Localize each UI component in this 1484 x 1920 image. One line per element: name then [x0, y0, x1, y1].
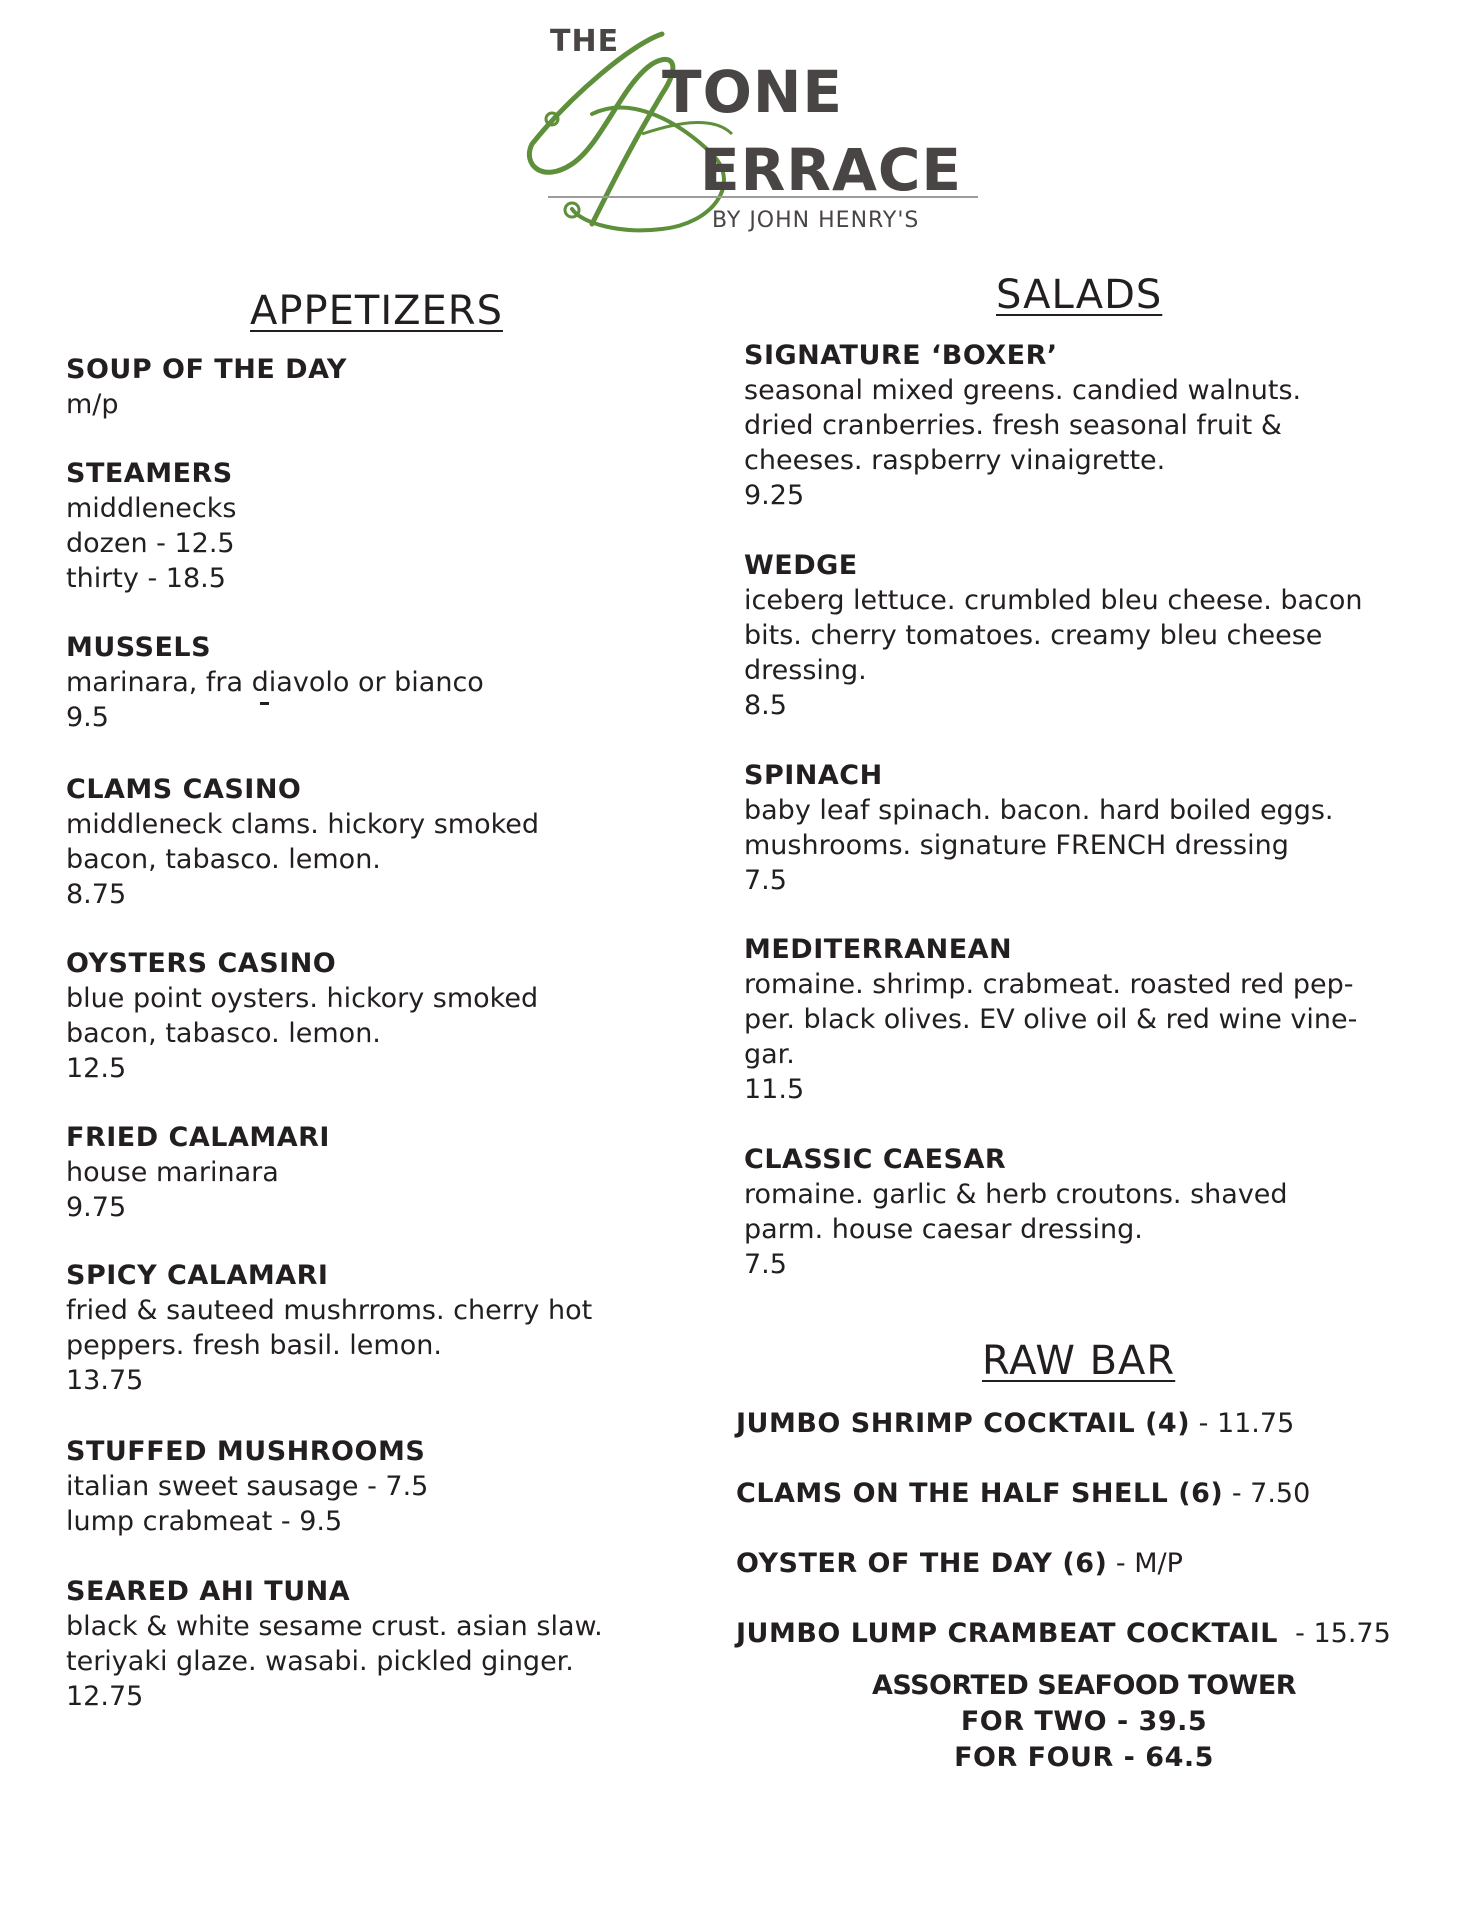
menu-item-detail: dressing. [744, 655, 867, 686]
menu-item-name: CLAMS CASINO [66, 774, 302, 805]
menu-item-detail: bacon, tabasco. lemon. [66, 1018, 381, 1049]
raw-bar-item [736, 1548, 1183, 1579]
menu-item-name: FRIED CALAMARI [66, 1122, 330, 1153]
menu-item [744, 932, 1357, 1107]
menu-item-detail: 9.75 [66, 1192, 127, 1223]
logo-terrace: ERRACE [700, 136, 963, 204]
menu-item-detail: parm. house caesar dressing. [744, 1214, 1143, 1245]
menu-item-detail: 9.25 [744, 480, 805, 511]
menu-item-detail: blue point oysters. hickory smoked [66, 983, 539, 1014]
menu-item-detail: 7.5 [744, 1249, 787, 1280]
menu-item-detail: dried cranberries. fresh seasonal fruit & [744, 410, 1282, 441]
menu-item-detail: lump crabmeat - 9.5 [66, 1506, 343, 1537]
raw-bar-title: RAW BAR [982, 1338, 1176, 1384]
menu-item-name: MUSSELS [66, 632, 212, 663]
menu-item-detail: mushrooms. signature FRENCH dressing [744, 830, 1289, 861]
menu-item-detail: 13.75 [66, 1365, 144, 1396]
menu-item [66, 1434, 428, 1539]
menu-item-detail: 8.75 [66, 879, 127, 910]
menu-item-name: SEARED AHI TUNA [66, 1576, 351, 1607]
raw-bar-item-name: CLAMS ON THE HALF SHELL (6) [736, 1478, 1224, 1509]
raw-bar-item-name: OYSTER OF THE DAY (6) [736, 1548, 1108, 1579]
menu-item [744, 758, 1333, 898]
menu-item-detail: 12.75 [66, 1681, 144, 1712]
menu-item-detail: bacon, tabasco. lemon. [66, 844, 381, 875]
raw-bar-item [736, 1408, 1294, 1439]
raw-bar-item-price: - 15.75 [1277, 1618, 1391, 1649]
restaurant-logo [512, 24, 982, 244]
menu-item-detail: peppers. fresh basil. lemon. [66, 1330, 442, 1361]
menu-item-name: SIGNATURE ‘BOXER’ [744, 340, 1058, 371]
menu-item [744, 338, 1301, 513]
menu-item-detail: dozen - 12.5 [66, 528, 235, 559]
menu-item-detail: iceberg lettuce. crumbled bleu cheese. bacon [744, 585, 1363, 616]
raw-bar-item-price: - 11.75 [1190, 1408, 1295, 1439]
menu-item-detail: seasonal mixed greens. candied walnuts. [744, 375, 1302, 406]
raw-bar-item-name: JUMBO SHRIMP COCKTAIL (4) [736, 1408, 1191, 1439]
menu-item-name: OYSTERS CASINO [66, 948, 337, 979]
menu-item [744, 548, 1363, 723]
menu-item-detail: cheeses. raspberry vinaigrette. [744, 445, 1166, 476]
menu-item-detail: per. black olives. EV olive oil & red wine vine- [744, 1004, 1358, 1035]
raw-bar-item-price: - 7.50 [1223, 1478, 1311, 1509]
seafood-tower [734, 1668, 1434, 1776]
menu-item-detail: 8.5 [744, 690, 787, 721]
menu-item-name: SOUP OF THE DAY [66, 354, 347, 385]
menu-item-detail: m/p [66, 389, 119, 420]
logo-the: THE [550, 24, 620, 59]
menu-item-detail: middleneck clams. hickory smoked [66, 809, 540, 840]
menu-item [66, 456, 236, 596]
raw-bar-item [736, 1478, 1310, 1509]
menu-item [66, 946, 538, 1086]
menu-item-detail: thirty - 18.5 [66, 563, 226, 594]
menu-item-detail: 7.5 [744, 865, 787, 896]
menu-item-name: MEDITERRANEAN [744, 934, 1013, 965]
menu-item-name: STEAMERS [66, 458, 233, 489]
salads-title: SALADS [996, 272, 1163, 318]
seafood-tower-title: ASSORTED SEAFOOD TOWER [871, 1670, 1297, 1701]
menu-item-detail: black & white sesame crust. asian slaw. [66, 1611, 603, 1642]
menu-item [744, 1142, 1288, 1282]
menu-item-name: SPICY CALAMARI [66, 1260, 329, 1291]
raw-bar-item [736, 1618, 1391, 1649]
menu-item-detail: middlenecks [66, 493, 237, 524]
menu-item-detail: romaine. garlic & herb croutons. shaved [744, 1179, 1288, 1210]
menu-item-name: CLASSIC CAESAR [744, 1144, 1007, 1175]
menu-item [66, 1574, 603, 1714]
menu-item [66, 1120, 330, 1225]
appetizers-title: APPETIZERS [250, 288, 503, 334]
menu-item-detail: house marinara [66, 1157, 279, 1188]
menu-item-name: STUFFED MUSHROOMS [66, 1436, 426, 1467]
menu-item-detail: teriyaki glaze. wasabi. pickled ginger. [66, 1646, 574, 1677]
menu-item-detail: italian sweet sausage - 7.5 [66, 1471, 429, 1502]
menu-item-detail: 12.5 [66, 1053, 127, 1084]
menu-item-name: WEDGE [744, 550, 858, 581]
raw-bar-item-price: - M/P [1107, 1548, 1183, 1579]
menu-item-detail: baby leaf spinach. bacon. hard boiled eggs. [744, 795, 1334, 826]
menu-item [66, 352, 347, 422]
menu-item-detail: 11.5 [744, 1074, 805, 1105]
menu-item-detail: fried & sauteed mushrroms. cherry hot [66, 1295, 593, 1326]
menu-item-detail: 9.5 [66, 702, 109, 733]
menu-item-detail: marinara, fra diavolo or bianco [66, 667, 484, 698]
menu-item-detail: romaine. shrimp. crabmeat. roasted red pep- [744, 969, 1354, 1000]
logo-byline: BY JOHN HENRY'S [712, 208, 920, 233]
seafood-tower-for-two: FOR TWO - 39.5 [960, 1706, 1208, 1737]
logo-stone: TONE [662, 58, 844, 126]
seafood-tower-for-four: FOR FOUR - 64.5 [954, 1742, 1214, 1773]
menu-item [66, 772, 539, 912]
stray-dash [260, 702, 269, 705]
menu-item [66, 1258, 592, 1398]
menu-item-detail: gar. [744, 1039, 795, 1070]
menu-item-detail: bits. cherry tomatoes. creamy bleu cheese [744, 620, 1323, 651]
raw-bar-item-name: JUMBO LUMP CRAMBEAT COCKTAIL [736, 1618, 1278, 1649]
menu-item-name: SPINACH [744, 760, 883, 791]
menu-item [66, 630, 484, 735]
